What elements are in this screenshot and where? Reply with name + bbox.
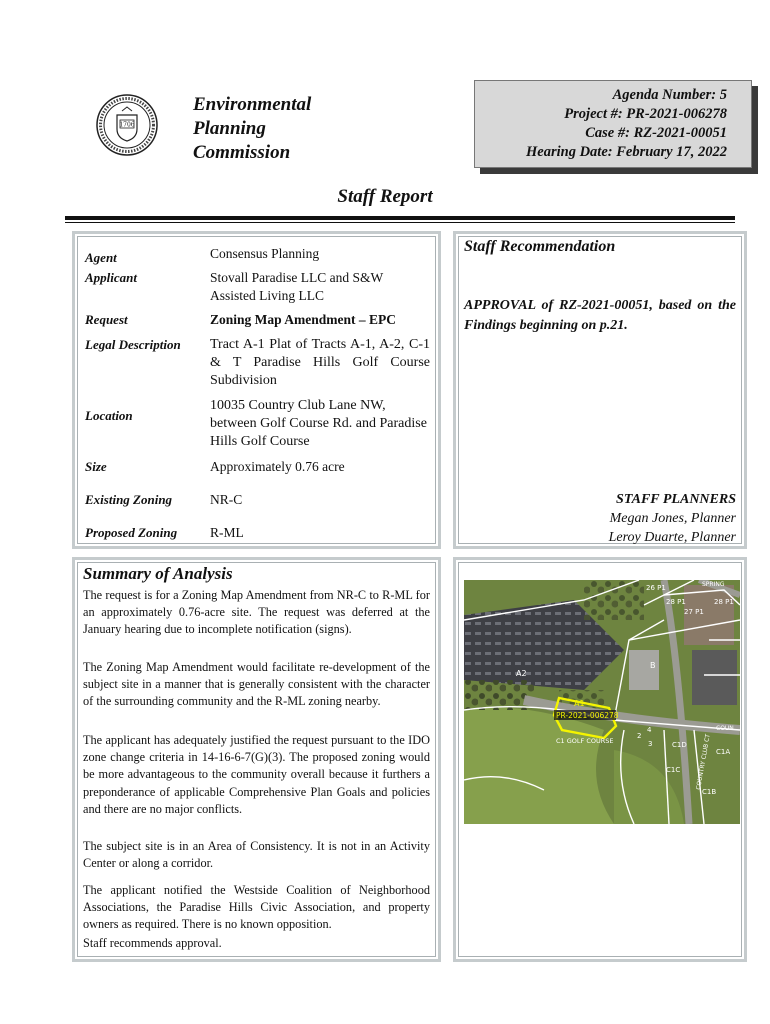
info-label: Proposed Zoning [85,525,178,540]
planner-name: Megan Jones, Planner [609,511,736,526]
recommendation-text: APPROVAL of RZ-2021-00051, based on the Findings beginning on p.21. [464,298,736,333]
svg-text:C1C: C1C [666,766,681,774]
svg-text:A1: A1 [574,699,585,708]
title-rule [65,216,735,220]
info-value: NR-C [210,492,243,507]
commission-seal [95,93,159,157]
planner-name: Leroy Duarte, Planner [608,530,736,545]
aerial-map [464,580,740,824]
report-title: Staff Report [337,186,433,207]
staff-planners-heading: STAFF PLANNERS [616,492,736,507]
info-value: Tract A-1 Plat of Tracts A-1, A-2, C-1 & T Paradise Hills Golf Course Subdivision [210,337,430,388]
summary-paragraph: The applicant notified the Westside Coalition of Neighborhood Associations, the Paradise Hills Civic Association, and property owners as required. There is no known opposition. [83,883,430,932]
aerial-map-panel [453,557,747,962]
commission-name [193,93,311,165]
commission-line: Commission [193,142,291,163]
agenda-number: Agenda Number: 5 [612,87,727,103]
summary-panel [72,557,441,962]
summary-paragraph: The request is for a Zoning Map Amendment from NR-C to R-ML for an approximately 0.76-acre site. The request was deferred at the January hearing due to incomplete notification (signs). [83,588,430,637]
info-value: Stovall Paradise LLC and S&W Assisted Living LLC [210,270,383,303]
svg-text:SPRING: SPRING [702,581,725,588]
info-value: Consensus Planning [210,246,320,261]
svg-text:C1D: C1D [672,741,687,749]
info-label: Applicant [85,270,138,285]
svg-text:PR-2021-006278: PR-2021-006278 [556,711,619,720]
info-value: 10035 Country Club Lane NW, between Golf Course Rd. and Paradise Hills Golf Course [210,398,427,449]
svg-text:COUNTRY CLUB CT: COUNTRY CLUB CT [695,733,712,791]
svg-text:4: 4 [647,726,652,734]
commission-line: Environmental [193,94,312,115]
svg-text:B: B [650,661,656,670]
info-value: Approximately 0.76 acre [210,459,345,474]
agenda-box [474,80,752,168]
svg-text:28 P1: 28 P1 [666,598,686,606]
staff-recommendation-panel [453,231,747,549]
project-number: Project #: PR-2021-006278 [564,106,727,122]
info-value: Zoning Map Amendment – EPC [210,312,397,327]
recommendation-heading: Staff Recommendation [464,238,616,255]
staff-planners [609,490,736,547]
info-label: Existing Zoning [85,492,173,507]
svg-text:26 P1: 26 P1 [646,584,666,592]
case-number: Case #: RZ-2021-00051 [585,125,727,141]
summary-paragraph: The Zoning Map Amendment would facilitate re-development of the subject site in a manner that is generally consistent with the character of the surrounding community and the R-ML zoning nearby. [83,660,430,709]
info-label: Location [85,408,133,423]
summary-paragraph: The subject site is in an Area of Consistency. It is not in an Activity Center or along a corridor. [83,839,430,871]
title-rule-thin [65,222,735,223]
svg-text:C1 GOLF COURSE: C1 GOLF COURSE [556,737,614,745]
info-label: Request [85,312,128,327]
svg-text:C1A: C1A [716,748,731,756]
svg-text:C1B: C1B [702,788,717,796]
svg-text:1706: 1706 [119,121,135,129]
svg-text:27 P1: 27 P1 [684,608,704,616]
info-label: Legal Description [85,337,181,352]
info-label: Agent [85,250,117,265]
svg-text:3: 3 [648,740,653,748]
commission-line: Planning [193,118,266,139]
svg-text:2: 2 [637,732,642,740]
summary-paragraph: The applicant has adequately justified the request pursuant to the IDO zone change criteria in 14-16-6-7(G)(3). The proposed zoning would be more advantageous to the community overall because it furthers a preponderance of applicable Comprehensive Plan Goals and policies and there are no major conflicts. [83,733,430,816]
summary-paragraph: Staff recommends approval. [83,936,222,950]
svg-text:A2: A2 [516,669,527,678]
info-label: Size [85,459,107,474]
project-info-panel [72,231,441,549]
svg-text:28 P1: 28 P1 [714,598,734,606]
info-value: R-ML [210,525,244,540]
hearing-date: Hearing Date: February 17, 2022 [526,144,727,160]
summary-heading: Summary of Analysis [83,564,233,583]
svg-text:COUN: COUN [716,725,734,732]
